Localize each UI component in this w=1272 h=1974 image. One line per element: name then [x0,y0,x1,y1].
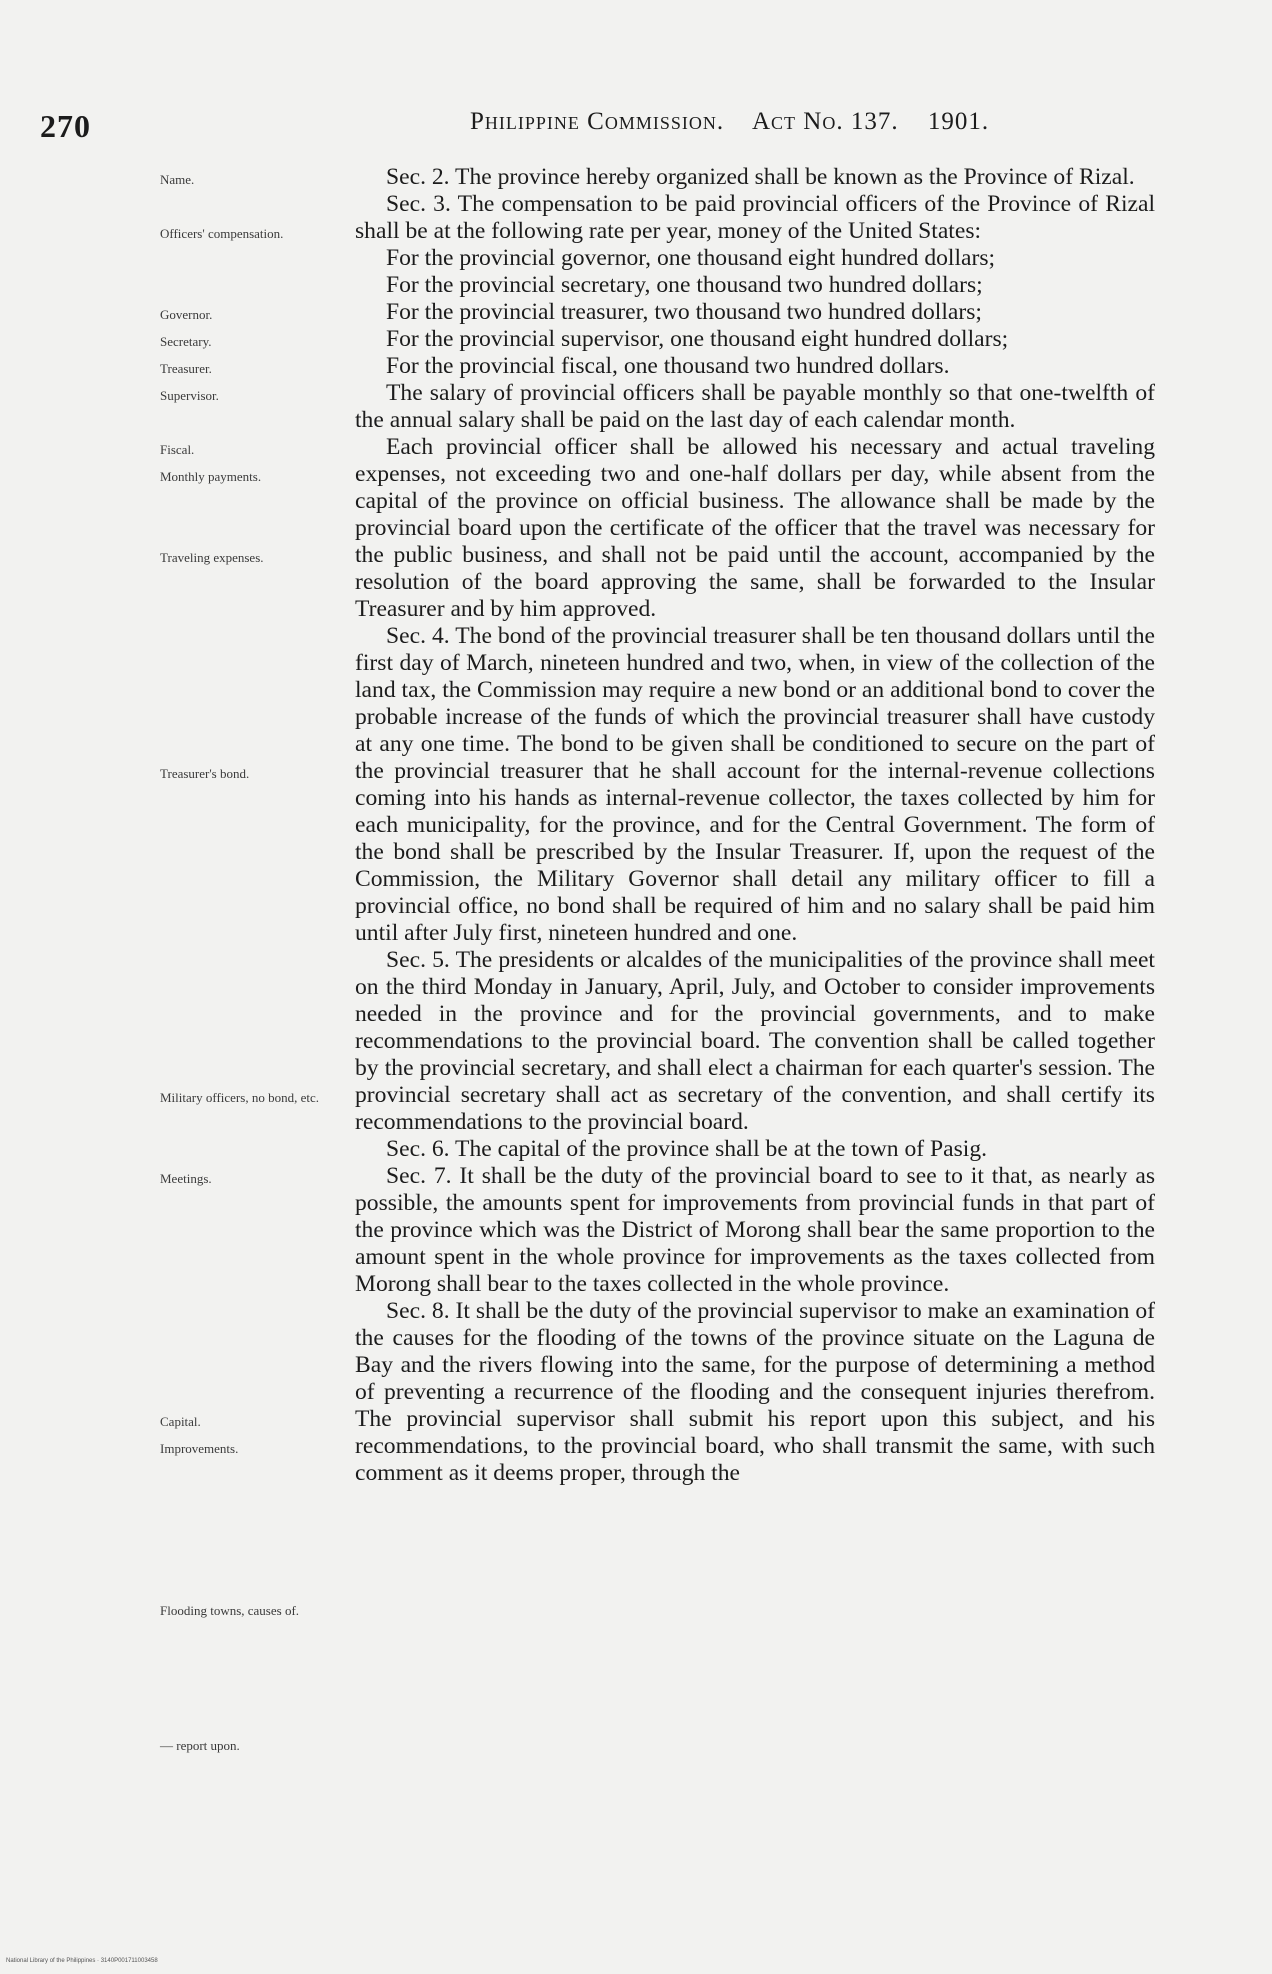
margin-note-fiscal: Fiscal. [160,442,195,457]
running-head [470,108,1011,136]
margin-note-treasurers-bond: Treasurer's bond. [160,766,250,781]
margin-note-governor: Governor. [160,307,213,322]
margin-note-name: Name. [160,172,195,187]
margin-note-military-officers: Military officers, no bond, etc. [160,1090,319,1105]
section-8: Sec. 8. It shall be the duty of the provincial supervisor to make an examination of the causes for the flooding of the towns of the province situate on the Laguna de Bay and the rivers flowing into the same, for the purpose of determining a method of preventing a recurrence of the flooding and the consequent injuries therefrom. The provincial supervisor shall submit his report upon this subject, and his recommendations, to the provincial board, who shall transmit the same, with such comment as it deems proper, through the [355,1298,1155,1486]
margin-note-monthly-payments: Monthly payments. [160,469,262,484]
running-head-commission: Philippine Commission. [470,108,725,135]
section-7: Sec. 7. It shall be the duty of the provincial board to see to it that, as nearly as possible, the amounts spent for improvements from provincial funds in that part of the province which was the District of Morong shall bear the same proportion to the amount spent in the whole province for improvements as the taxes collected from Morong shall bear to the taxes collected in the whole province. [355,1163,1155,1297]
margin-note-flooding: Flooding towns, causes of. [160,1603,300,1618]
running-head-act: Act No. 137. [751,108,899,135]
margin-note-treasurer: Treasurer. [160,361,212,376]
margin-note-report-upon: — report upon. [160,1738,240,1753]
margin-note-secretary: Secretary. [160,334,212,349]
fiscal-salary: For the provincial fiscal, one thousand two hundred dollars. [386,353,950,379]
section-2: Sec. 2. The province hereby organized shall be known as the Province of Rizal. [386,164,1135,190]
governor-salary: For the provincial governor, one thousand eight hundred dollars; [386,245,996,271]
margin-note-meetings: Meetings. [160,1171,212,1186]
scan-footer: National Library of the Philippines · 3140P001711003458 [6,1958,158,1964]
margin-note-officers-compensation: Officers' compensation. [160,226,284,241]
monthly-payments-paragraph: The salary of provincial officers shall be payable monthly so that one-twelfth of the annual salary shall be paid on the last day of each calendar month. [355,380,1155,433]
section-3: Sec. 3. The compensation to be paid provincial officers of the Province of Rizal shall be at the following rate per year, money of the United States: [355,191,1155,244]
running-head-year: 1901. [927,108,990,135]
supervisor-salary: For the provincial supervisor, one thousand eight hundred dollars; [386,326,1009,352]
margin-note-supervisor: Supervisor. [160,388,219,403]
margin-note-traveling-expenses: Traveling expenses. [160,550,264,565]
page-number: 270 [40,108,91,144]
section-6: Sec. 6. The capital of the province shall be at the town of Pasig. [386,1136,988,1162]
treasurer-salary: For the provincial treasurer, two thousand two hundred dollars; [386,299,982,325]
body-text [355,164,1155,1487]
margin-note-capital: Capital. [160,1414,201,1429]
traveling-expenses-paragraph: Each provincial officer shall be allowed his necessary and actual traveling expenses, not exceeding two and one-half dollars per day, while absent from the capital of the province on official business. The allowance shall be made by the provincial board upon the certificate of the officer that the travel was necessary for the public business, and shall not be paid until the account, accompanied by the resolution of the board approving the same, shall be forwarded to the Insular Treasurer and by him approved. [355,434,1155,622]
section-5: Sec. 5. The presidents or alcaldes of the municipalities of the province shall meet on the third Monday in January, April, July, and October to consider improvements needed in the province and for the provincial governments, and to make recommendations to the provincial board. The convention shall be called together by the provincial secretary, and shall elect a chairman for each quarter's session. The provincial secretary shall act as secretary of the convention, and shall certify its recommendations to the provincial board. [355,947,1155,1135]
section-4: Sec. 4. The bond of the provincial treasurer shall be ten thousand dollars until the first day of March, nineteen hundred and two, when, in view of the collection of the land tax, the Commission may require a new bond or an additional bond to cover the probable increase of the funds of which the provincial treasurer shall have custody at any one time. The bond to be given shall be conditioned to secure on the part of the provincial treasurer that he shall account for the internal-revenue collections coming into his hands as internal-revenue collector, the taxes collected by him for each municipality, for the province, and for the Central Government. The form of the bond shall be prescribed by the Insular Treasurer. If, upon the request of the Commission, the Military Governor shall detail any military officer to fill a provincial office, no bond shall be required of him and no salary shall be paid him until after July first, nineteen hundred and one. [355,623,1155,946]
secretary-salary: For the provincial secretary, one thousand two hundred dollars; [386,272,983,298]
margin-note-improvements: Improvements. [160,1441,239,1456]
